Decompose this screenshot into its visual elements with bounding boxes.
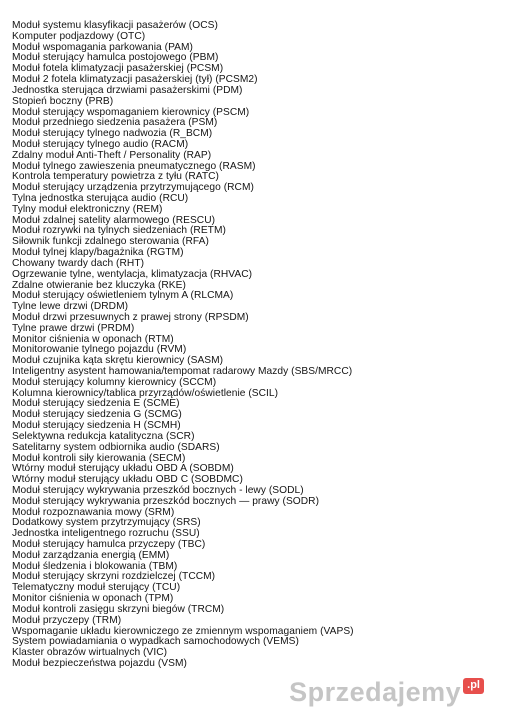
list-item: Moduł kontroli zasięgu skrzyni biegów (TRCM): [12, 603, 225, 615]
list-item: Ogrzewanie tylne, wentylacja, klimatyzacja (RHVAC): [12, 268, 253, 280]
list-item: Tylny moduł elektroniczny (REM): [12, 203, 163, 215]
list-item: Moduł sterujący tylnego audio (RACM): [12, 138, 189, 150]
list-item: Monitorowanie tylnego pojazdu (RVM): [12, 344, 187, 356]
list-item: Moduł sterujący tylnego nadwozia (R_BCM): [12, 128, 213, 140]
list-item: Moduł sterujący wykrywania przeszkód bocznych - lewy (SODL): [12, 484, 304, 496]
list-item: Moduł sterujący wykrywania przeszkód bocznych — prawy (SODR): [12, 495, 320, 507]
watermark-logo: [289, 678, 484, 706]
list-item: Moduł wspomagania parkowania (PAM): [12, 41, 194, 53]
list-item: System powiadamiania o wypadkach samochodowych (VEMS): [12, 636, 299, 648]
list-item: Jednostka sterująca drzwiami pasażerskimi (PDM): [12, 84, 243, 96]
list-item: Moduł przedniego siedzenia pasażera (PSM): [12, 117, 218, 129]
list-item: Wtórny moduł sterujący układu OBD A (SOBDM): [12, 463, 234, 475]
list-item: Tylna jednostka sterująca audio (RCU): [12, 193, 189, 204]
watermark-text: Sprzedajemy: [289, 677, 462, 707]
list-item: Moduł sterujący siedzenia H (SCMH): [12, 420, 181, 432]
list-item: Moduł zarządzania energią (EMM): [12, 549, 170, 561]
list-item: Wspomaganie układu kierowniczego ze zmiennym wspomaganiem (VAPS): [12, 625, 354, 637]
list-item: Tylne prawe drzwi (PRDM): [12, 322, 135, 334]
list-item: Moduł sterujący kolumny kierownicy (SCCM): [12, 376, 217, 388]
list-item: Moduł zdalnej satelity alarmowego (RESCU): [12, 214, 216, 226]
list-item: Kolumna kierownicy/tablica przyrządów/oświetlenie (SCIL): [12, 387, 279, 399]
list-item: Klaster obrazów wirtualnych (VIC): [12, 647, 168, 659]
list-item: Moduł rozrywki na tylnych siedzeniach (RETM): [12, 225, 226, 237]
list-item: Zdalne otwieranie bez kluczyka (RKE): [12, 279, 186, 291]
list-item: Moduł 2 fotela klimatyzacji pasażerskiej (tył) (PCSM2): [12, 74, 258, 86]
list-item: Inteligentny asystent hamowania/tempomat radarowy Mazdy (SBS/MRCC): [12, 366, 353, 377]
list-item: Moduł śledzenia i blokowania (TBM): [12, 560, 178, 572]
list-item: Chowany twardy dach (RHT): [12, 257, 145, 269]
watermark-badge: .pl: [463, 678, 484, 694]
list-item: Moduł sterujący wspomaganiem kierownicy (PSCM): [12, 106, 250, 118]
list-item: Satelitarny system odbiornika audio (SDARS): [12, 441, 220, 453]
list-item: Moduł sterujący hamulca postojowego (PBM): [12, 52, 219, 64]
list-item: Telematyczny moduł sterujący (TCU): [12, 582, 181, 594]
list-item: Monitor ciśnienia w oponach (TPM): [12, 593, 174, 605]
list-item: Moduł sterujący siedzenia G (SCMG): [12, 409, 182, 421]
list-item: Monitor ciśnienia w oponach (RTM): [12, 333, 174, 345]
list-item: Moduł sterujący urządzenia przytrzymującego (RCM): [12, 182, 254, 194]
list-item: Stopień boczny (PRB): [12, 95, 114, 107]
list-item: Moduł rozpoznawania mowy (SRM): [12, 506, 175, 518]
list-item: Zdalny moduł Anti-Theft / Personality (RAP): [12, 149, 212, 161]
list-item: Moduł przyczepy (TRM): [12, 614, 122, 626]
list-item: Moduł tylnej klapy/bagażnika (RGTM): [12, 247, 184, 259]
list-item: Tylne lewe drzwi (DRDM): [12, 301, 129, 313]
list-item: Moduł sterujący siedzenia E (SCME): [12, 398, 180, 410]
list-item: Moduł drzwi przesuwnych z prawej strony (RPSDM): [12, 311, 249, 323]
list-item: Dodatkowy system przytrzymujący (SRS): [12, 517, 201, 529]
list-item: Komputer podjazdowy (OTC): [12, 30, 146, 42]
list-item: Moduł sterujący skrzyni rozdzielczej (TCCM): [12, 571, 216, 583]
list-item: Moduł bezpieczeństwa pojazdu (VSM): [12, 657, 187, 669]
list-item: Moduł tylnego zawieszenia pneumatycznego (RASM): [12, 160, 256, 172]
list-item: Moduł kontroli siły kierowania (SECM): [12, 452, 186, 464]
list-item: Moduł sterujący oświetleniem tylnym A (RLCMA): [12, 290, 234, 302]
list-item: Moduł czujnika kąta skrętu kierownicy (SASM): [12, 355, 224, 367]
list-item: Moduł systemu klasyfikacji pasażerów (OCS): [12, 20, 218, 31]
list-item: Wtórny moduł sterujący układu OBD C (SOBDMC): [12, 474, 243, 486]
list-item: Kontrola temperatury powietrza z tyłu (RATC): [12, 171, 219, 183]
list-item: Siłownik funkcji zdalnego sterowania (RFA): [12, 236, 209, 248]
list-item: Selektywna redukcja katalityczna (SCR): [12, 430, 195, 442]
list-item: Jednostka inteligentnego rozruchu (SSU): [12, 528, 200, 540]
module-list: [12, 21, 354, 670]
list-item: Moduł fotela klimatyzacji pasażerskiej (PCSM): [12, 63, 224, 75]
list-item: Moduł sterujący hamulca przyczepy (TBC): [12, 539, 206, 550]
